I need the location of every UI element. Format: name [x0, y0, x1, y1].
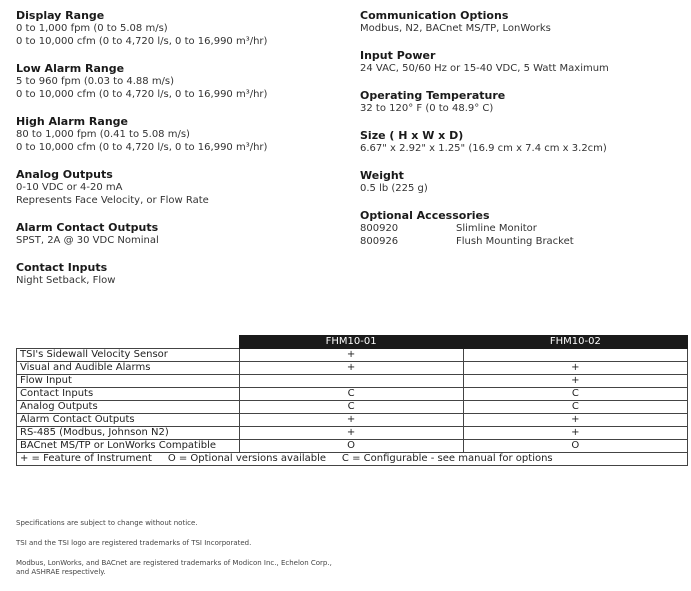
table-row	[17, 440, 688, 453]
spec-title: Contact Inputs	[16, 261, 108, 274]
legend-row	[17, 453, 688, 466]
spec-block	[16, 221, 346, 247]
cell-fhm10-01: C	[239, 388, 463, 401]
cell-fhm10-02: C	[463, 388, 687, 401]
spec-title: Alarm Contact Outputs	[16, 221, 159, 234]
row-label: Analog Outputs	[17, 401, 240, 414]
cell-fhm10-01: +	[239, 414, 463, 427]
spec-value: 0 to 10,000 cfm (0 to 4,720 l/s, 0 to 16,990 m³/hr)	[16, 142, 268, 153]
spec-block	[360, 169, 680, 195]
spec-title: Low Alarm Range	[16, 62, 125, 75]
spec-block	[360, 49, 680, 75]
accessory-name: Flush Mounting Bracket	[456, 236, 574, 247]
spec-title: Input Power	[360, 49, 436, 62]
column-header-fhm10-02: FHM10-02	[463, 336, 687, 349]
cell-fhm10-02: +	[463, 414, 687, 427]
spec-value: 6.67" x 2.92" x 1.25" (16.9 cm x 7.4 cm x 3.2cm)	[360, 143, 607, 154]
spec-value: 80 to 1,000 fpm (0.41 to 5.08 m/s)	[16, 129, 190, 140]
table-row	[17, 401, 688, 414]
column-header-fhm10-01: FHM10-01	[239, 336, 463, 349]
cell-fhm10-02: +	[463, 375, 687, 388]
row-label: Flow Input	[17, 375, 240, 388]
accessory-code: 800926	[360, 236, 399, 247]
spec-title: Optional Accessories	[360, 209, 490, 222]
spec-block	[16, 62, 346, 101]
footer-trademark-tsi: TSI and the TSI logo are registered trademarks of TSI Incorporated.	[16, 539, 252, 547]
spec-value: 32 to 120° F (0 to 48.9° C)	[360, 103, 494, 114]
model-comparison-table	[16, 335, 688, 466]
spec-value: 0 to 10,000 cfm (0 to 4,720 l/s, 0 to 16,990 m³/hr)	[16, 36, 268, 47]
accessory-item	[360, 222, 680, 235]
spec-value: 0-10 VDC or 4-20 mA	[16, 182, 123, 193]
cell-fhm10-01	[239, 375, 463, 388]
row-label: RS-485 (Modbus, Johnson N2)	[17, 427, 240, 440]
spec-title: Analog Outputs	[16, 168, 113, 181]
accessory-code: 800920	[360, 223, 399, 234]
row-label: Visual and Audible Alarms	[17, 362, 240, 375]
spec-value: SPST, 2A @ 30 VDC Nominal	[16, 235, 159, 246]
spec-value: 0.5 lb (225 g)	[360, 183, 428, 194]
spec-block	[360, 129, 680, 155]
table-row	[17, 427, 688, 440]
row-label: BACnet MS/TP or LonWorks Compatible	[17, 440, 240, 453]
cell-fhm10-01: C	[239, 401, 463, 414]
table-row	[17, 349, 688, 362]
spec-block	[360, 89, 680, 115]
accessory-item	[360, 235, 680, 248]
spec-title: Weight	[360, 169, 404, 182]
spec-block	[16, 261, 346, 287]
spec-value: Modbus, N2, BACnet MS/TP, LonWorks	[360, 23, 551, 34]
cell-fhm10-02: +	[463, 427, 687, 440]
spec-title: Communication Options	[360, 9, 509, 22]
spec-value: Represents Face Velocity, or Flow Rate	[16, 195, 209, 206]
accessory-name: Slimline Monitor	[456, 223, 537, 234]
header-blank	[17, 336, 240, 349]
footer-trademark-line: and ASHRAE respectively.	[16, 568, 106, 576]
left-spec-column	[16, 9, 346, 287]
footer-disclaimer: Specifications are subject to change without notice.	[16, 519, 198, 527]
spec-block	[16, 9, 346, 48]
spec-block	[360, 9, 680, 35]
spec-title: High Alarm Range	[16, 115, 128, 128]
footer-trademark-line: Modbus, LonWorks, and BACnet are registered trademarks of Modicon Inc., Echelon Corp.,	[16, 559, 332, 567]
cell-fhm10-01: +	[239, 427, 463, 440]
cell-fhm10-02: C	[463, 401, 687, 414]
row-label: Alarm Contact Outputs	[17, 414, 240, 427]
spec-title: Operating Temperature	[360, 89, 506, 102]
cell-fhm10-01: +	[239, 362, 463, 375]
cell-fhm10-01: O	[239, 440, 463, 453]
spec-block	[16, 168, 346, 207]
table-legend: + = Feature of Instrument O = Optional versions available C = Configurable - see manual for options	[17, 453, 688, 466]
cell-fhm10-02: O	[463, 440, 687, 453]
spec-title: Display Range	[16, 9, 105, 22]
spec-optional-accessories	[360, 209, 680, 248]
cell-fhm10-02	[463, 349, 687, 362]
spec-block	[16, 115, 346, 154]
spec-title: Size ( H x W x D)	[360, 129, 464, 142]
spec-value: 5 to 960 fpm (0.03 to 4.88 m/s)	[16, 76, 175, 87]
table-row	[17, 375, 688, 388]
table-row	[17, 414, 688, 427]
spec-value: 0 to 1,000 fpm (0 to 5.08 m/s)	[16, 23, 168, 34]
row-label: Contact Inputs	[17, 388, 240, 401]
table-header-row	[17, 336, 688, 349]
footer-trademark-others	[16, 559, 332, 577]
row-label: TSI's Sidewall Velocity Sensor	[17, 349, 240, 362]
table-row	[17, 362, 688, 375]
cell-fhm10-02: +	[463, 362, 687, 375]
table-row	[17, 388, 688, 401]
right-spec-column	[360, 9, 680, 248]
spec-value: 0 to 10,000 cfm (0 to 4,720 l/s, 0 to 16,990 m³/hr)	[16, 89, 268, 100]
cell-fhm10-01: +	[239, 349, 463, 362]
spec-value: 24 VAC, 50/60 Hz or 15-40 VDC, 5 Watt Maximum	[360, 63, 609, 74]
spec-value: Night Setback, Flow	[16, 275, 116, 286]
